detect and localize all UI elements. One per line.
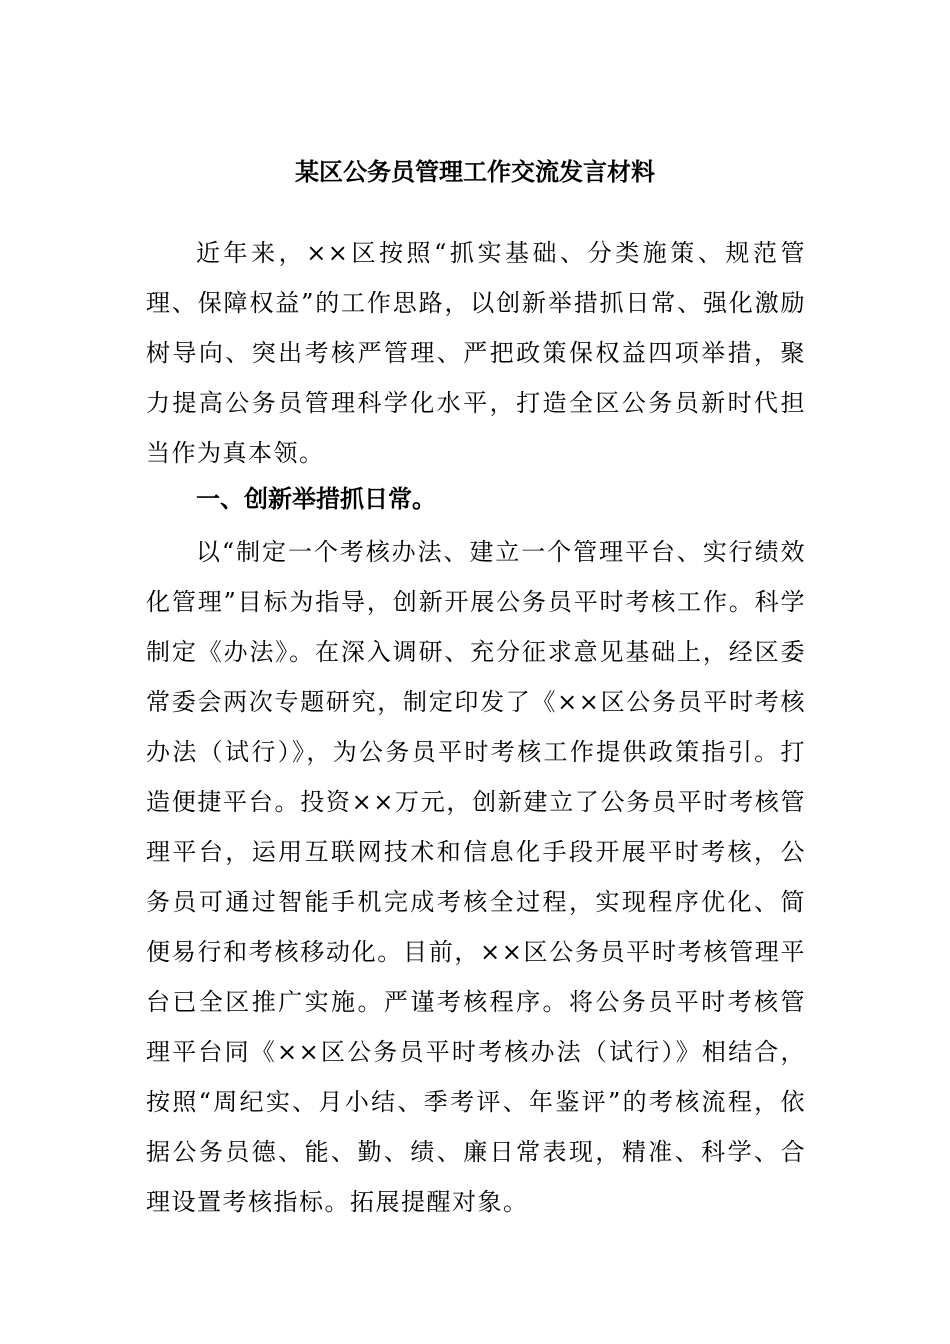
intro-paragraph: 近年来，××区按照“抓实基础、分类施策、规范管理、保障权益”的工作思路，以创新举措抓日常、强化激励树导向、突出考核严管理、严把政策保权益四项举措，聚力提高公务员管理科学化水平，打造全区公务员新时代担当作为真本领。 (146, 239, 806, 467)
document-title: 某区公务员管理工作交流发言材料 (295, 157, 655, 186)
section-paragraph: 以“制定一个考核办法、建立一个管理平台、实行绩效化管理”目标为指导，创新开展公务员平时考核工作。科学制定《办法》。在深入调研、充分征求意见基础上，经区委常委会两次专题研究，制定印发了《××区公务员平时考核办法（试行）》，为公务员平时考核工作提供政策指引。打造便捷平台。投资××万元，创新建立了公务员平时考核管理平台，运用互联网技术和信息化手段开展平时考核，公务员可通过智能手机完成考核全过程，实现程序优化、简便易行和考核移动化。目前，××区公务员平时考核管理平台已全区推广实施。严谨考核程序。将公务员平时考核管理平台同《××区公务员平时考核办法（试行）》相结合，按照“周纪实、月小结、季考评、年鉴评”的考核流程，依据公务员德、能、勤、绩、廉日常表现，精准、科学、合理设置考核指标。拓展提醒对象。 (146, 538, 806, 1216)
section-heading: 一、创新举措抓日常。 (196, 485, 436, 513)
